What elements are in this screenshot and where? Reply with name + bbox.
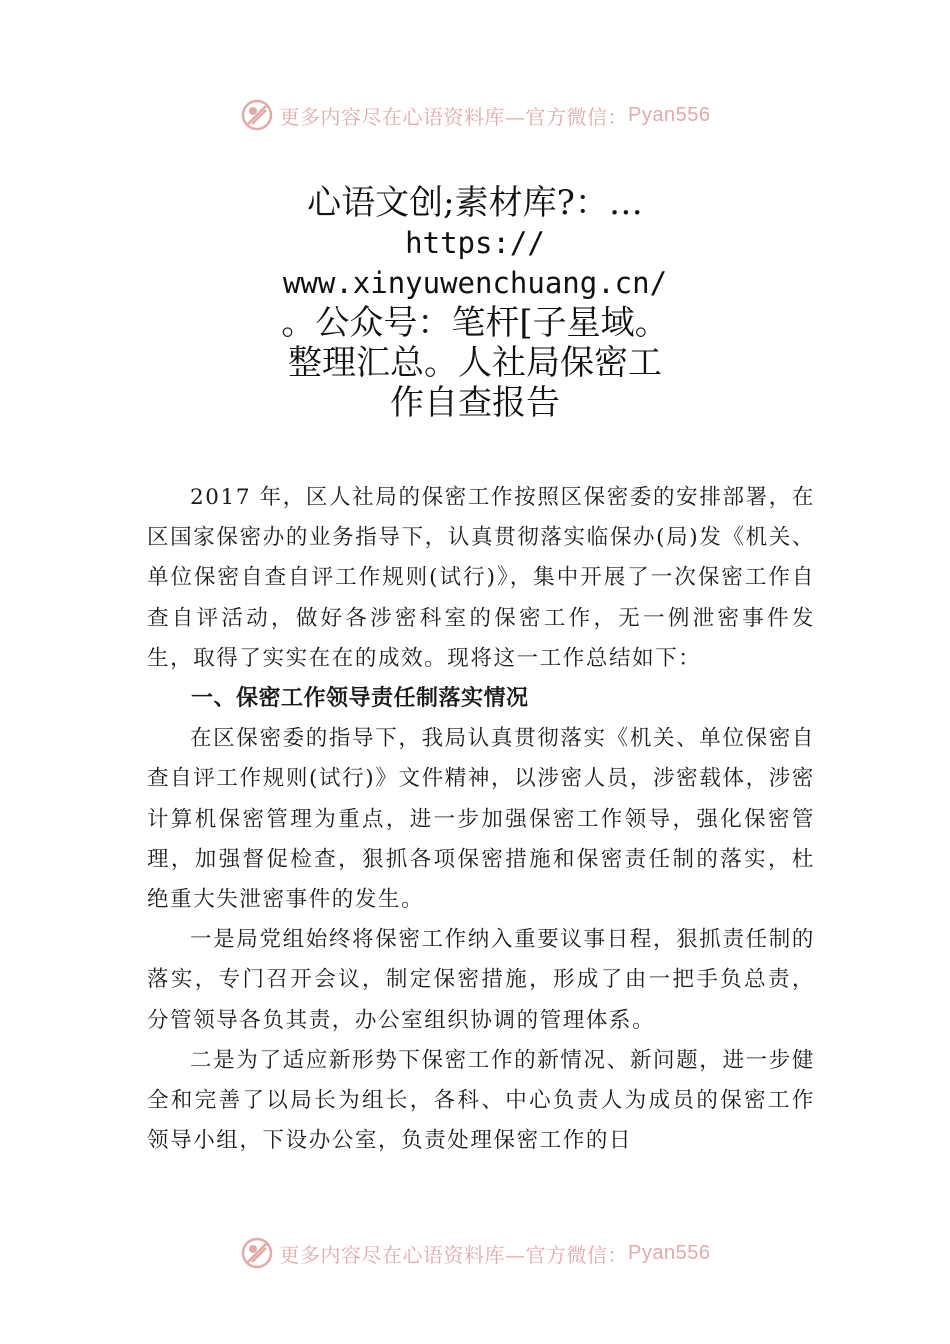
- document-body: [147, 478, 815, 1161]
- title-line-4: 。公众号：笔杆[子星域。: [281, 303, 669, 343]
- section-paragraph-2: 一是局党组始终将保密工作纳入重要议事日程，狠抓责任制的落实，专门召开会议，制定保密措施，形成了由一把手负总责，分管领导各负其责，办公室组织协调的管理体系。: [147, 927, 815, 1033]
- quill-pen-seal-icon: [240, 1236, 274, 1270]
- header-watermark: [0, 95, 950, 135]
- intro-paragraph: 2017 年，区人社局的保密工作按照区保密委的安排部署，在区国家保密办的业务指导下，认真贯彻落实临保办(局)发《机关、单位保密自查自评工作规则(试行)》，集中开展了一次保密工作自查自评活动，做好各涉密科室的保密工作，无一例泄密事件发生，取得了实实在在的成效。现将这一工作总结如下：: [147, 485, 815, 671]
- quill-pen-seal-icon: [240, 98, 274, 132]
- footer-watermark: [0, 1233, 950, 1273]
- title-line-1: 心语文创;素材库?：…: [307, 183, 643, 223]
- watermark-wechat-id: Pyan556: [628, 1241, 711, 1264]
- watermark-wechat-id: Pyan556: [628, 103, 711, 126]
- title-line-6: 作自查报告: [390, 383, 560, 423]
- title-line-3: www.xinyuwenchuang.cn/: [282, 266, 668, 300]
- document-title: [150, 183, 800, 423]
- watermark-text: 更多内容尽在心语资料库—官方微信：: [279, 104, 629, 129]
- title-line-5: 整理汇总。人社局保密工: [288, 343, 662, 383]
- section-paragraph-3: 二是为了适应新形势下保密工作的新情况、新问题，进一步健全和完善了以局长为组长，各科、中心负责人为成员的保密工作领导小组，下设办公室，负责处理保密工作的日: [147, 1047, 815, 1154]
- title-line-2: https://: [405, 226, 545, 260]
- section-paragraph-1: 在区保密委的指导下，我局认真贯彻落实《机关、单位保密自查自评工作规则(试行)》文件精神，以涉密人员，涉密载体，涉密计算机保密管理为重点，进一步加强保密工作领导，强化保密管理，加强督促检查，狠抓各项保密措施和保密责任制的落实，杜绝重大失泄密事件的发生。: [147, 726, 815, 913]
- watermark-text: 更多内容尽在心语资料库—官方微信：: [279, 1242, 629, 1267]
- section-heading: 一、保密工作领导责任制落实情况: [191, 686, 529, 712]
